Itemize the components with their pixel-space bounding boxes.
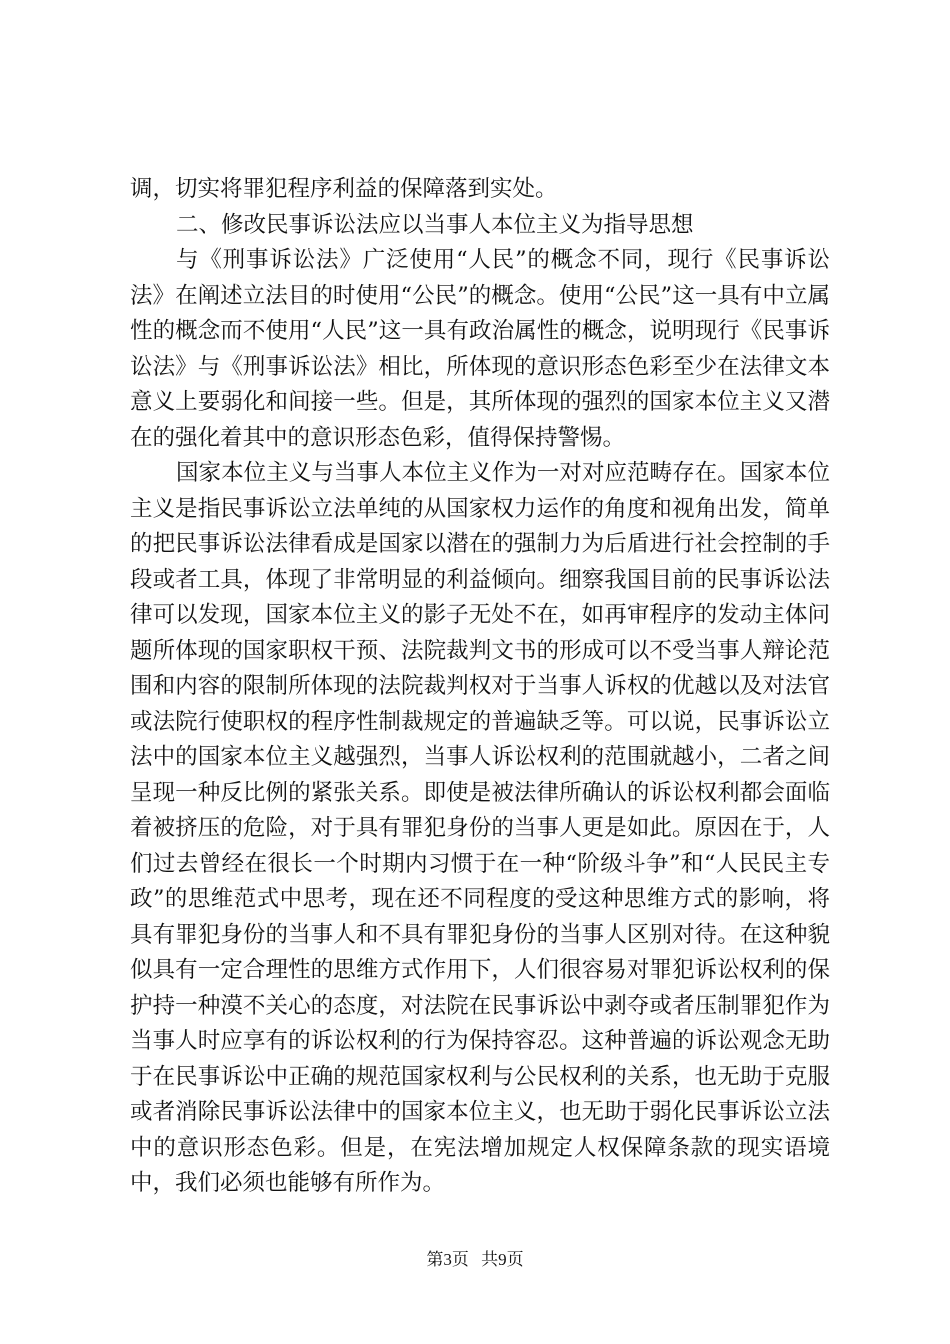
document-body — [130, 172, 830, 1202]
page-total: 共9页 — [481, 1250, 524, 1269]
page-footer — [0, 1245, 950, 1270]
paragraph: 国家本位主义与当事人本位主义作为一对对应范畴存在。国家本位主义是指民事诉讼立法单纯的从国家权力运作的角度和视角出发，简单的把民事诉讼法律看成是国家以潜在的强制力为后盾进行社会控制的手段或者工具，体现了非常明显的利益倾向。细察我国目前的民事诉讼法律可以发现，国家本位主义的影子无处不在，如再审程序的发动主体问题所体现的国家职权干预、法院裁判文书的形成可以不受当事人辩论范围和内容的限制所体现的法院裁判权对于当事人诉权的优越以及对法官或法院行使职权的程序性制裁规定的普遍缺乏等。可以说，民事诉讼立法中的国家本位主义越强烈，当事人诉讼权利的范围就越小，二者之间呈现一种反比例的紧张关系。即使是被法律所确认的诉讼权利都会面临着被挤压的危险，对于具有罪犯身份的当事人更是如此。原因在于，人们过去曾经在很长一个时期内习惯于在一种“阶级斗争”和“人民民主专政”的思维范式中思考，现在还不同程度的受这种思维方式的影响，将具有罪犯身份的当事人和不具有罪犯身份的当事人区别对待。在这种貌似具有一定合理性的思维方式作用下，人们很容易对罪犯诉讼权利的保护持一种漠不关心的态度，对法院在民事诉讼中剥夺或者压制罪犯作为当事人时应享有的诉讼权利的行为保持容忍。这种普遍的诉讼观念无助于在民事诉讼中正确的规范国家权利与公民权利的关系，也无助于克服或者消除民事诉讼法律中的国家本位主义，也无助于弱化民事诉讼立法中的意识形态色彩。但是，在宪法增加规定人权保障条款的现实语境中，我们必须也能够有所作为。 — [130, 460, 830, 1196]
page-number: 第3页 — [426, 1250, 469, 1269]
paragraph: 与《刑事诉讼法》广泛使用“人民”的概念不同，现行《民事诉讼法》在阐述立法目的时使用“公民”的概念。使用“公民”这一具有中立属性的概念而不使用“人民”这一具有政治属性的概念，说明现行《民事诉讼法》与《刑事诉讼法》相比，所体现的意识形态色彩至少在法律文本意义上要弱化和间接一些。但是，其所体现的强烈的国家本位主义又潜在的强化着其中的意识形态色彩，值得保持警惕。 — [130, 247, 830, 451]
section-heading: 二、修改民事诉讼法应以当事人本位主义为指导思想 — [176, 211, 694, 238]
paragraph-continuation: 调，切实将罪犯程序利益的保障落到实处。 — [130, 176, 558, 202]
